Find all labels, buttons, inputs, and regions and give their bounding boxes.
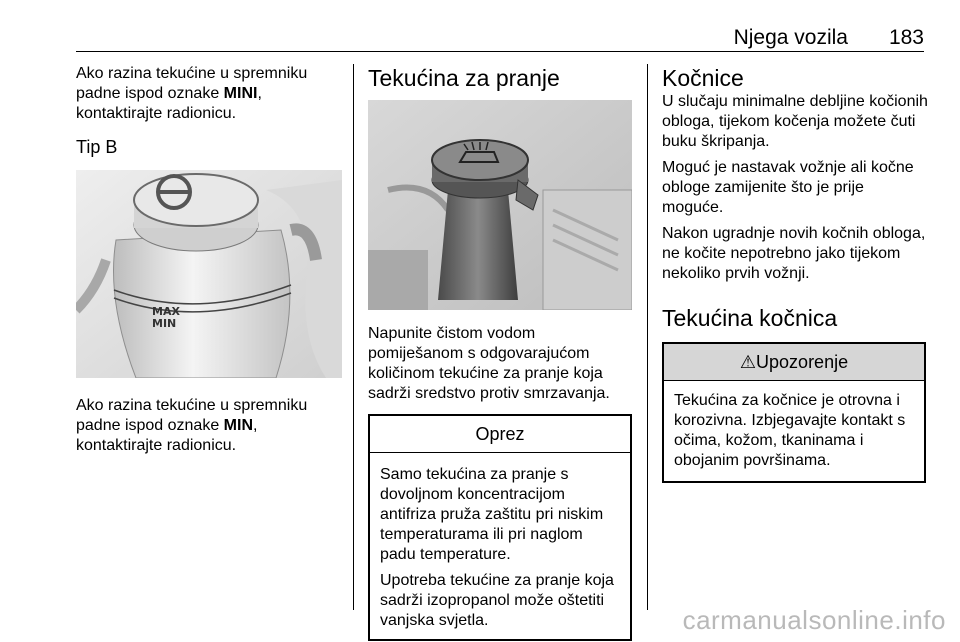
warning-triangle-icon: ⚠ (739, 352, 757, 372)
min-mark-label: MIN (152, 317, 177, 330)
paragraph-mini-level: Ako razina tekućine u spremniku padne ispod oznake MINI, kontaktirajte radionicu. (76, 65, 308, 122)
warning-title: Upozorenje (756, 352, 849, 372)
heading-tip-b: Tip B (76, 137, 118, 157)
section-title: Njega vozila (733, 26, 848, 49)
warning-text: Tekućina za kočnice je otrovna i korozivna. Izbjegavajte kontakt s očima, kožom, tkaninama i obojanim površinama. (674, 392, 906, 469)
heading-brakes: Kočnice (662, 65, 744, 91)
watermark: carmanualsonline.info (682, 605, 946, 635)
caution-title: Oprez (370, 416, 630, 453)
warning-header (664, 344, 924, 381)
max-mark-label: MAX (152, 305, 180, 318)
caution-text-2: Upotreba tekućine za pranje koja sadrži izopropanol može oštetiti vanjska svjetla. (380, 572, 614, 629)
header-bar (76, 26, 924, 52)
paragraph-brake-bedding: Nakon ugradnje novih kočnih obloga, ne kočite nepotrebno jako tijekom nekoliko prvih vožnji. (662, 225, 926, 282)
column-left (76, 64, 342, 456)
column-divider-2 (647, 64, 648, 610)
page-number: 183 (888, 26, 924, 49)
caution-text-1: Samo tekućina za pranje s dovoljnom koncentracijom antifriza pruža zaštitu pri niskim temperaturama ili pri naglom padu temperature. (380, 466, 604, 563)
washer-cap-illustration (368, 100, 632, 310)
figure-reservoir (76, 170, 342, 378)
header-rule (76, 51, 924, 52)
warning-box (662, 342, 926, 483)
paragraph-brake-replace: Moguć je nastavak vožnje ali kočne obloge zamijenite što je prije moguće. (662, 159, 914, 216)
column-middle (368, 64, 632, 641)
heading-washer-fluid: Tekućina za pranje (368, 65, 560, 91)
reservoir-illustration (76, 170, 342, 378)
paragraph-min-level: Ako razina tekućine u spremniku padne ispod oznake MIN, kontaktirajte radionicu. (76, 397, 308, 454)
heading-brake-fluid: Tekućina kočnica (662, 305, 838, 331)
paragraph-washer-fill: Napunite čistom vodom pomiješanom s odgovarajućom količinom tekućine za pranje koja sadrži sredstvo protiv smrzavanja. (368, 325, 610, 402)
column-right (662, 64, 928, 483)
paragraph-brake-lining-noise: U slučaju minimalne debljine kočionih obloga, tijekom kočenja možete čuti buku škripanja. (662, 93, 928, 150)
column-divider-1 (353, 64, 354, 610)
caution-box (368, 414, 632, 641)
figure-washer-cap (368, 100, 632, 310)
